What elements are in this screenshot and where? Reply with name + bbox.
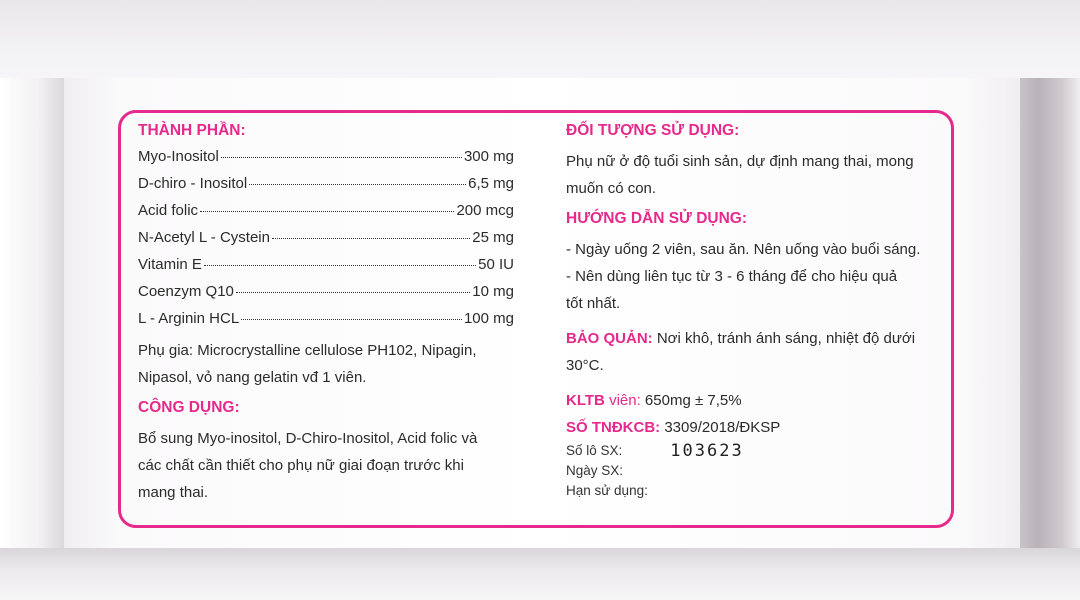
target-line: Phụ nữ ở độ tuổi sinh sản, dự định mang thai, mong <box>566 153 914 170</box>
ingredients-heading: THÀNH PHẦN: <box>138 122 246 139</box>
target-heading: ĐỐI TƯỢNG SỬ DỤNG: <box>566 122 740 139</box>
ingredient-row <box>138 310 514 337</box>
registration-value: 3309/2018/ĐKSP <box>664 419 781 436</box>
ingredient-name: N-Acetyl L - Cystein <box>138 229 270 246</box>
expiry-label: Hạn sử dụng: <box>566 483 648 498</box>
directions-heading: HƯỚNG DẪN SỬ DỤNG: <box>566 210 748 227</box>
ingredient-name: Vitamin E <box>138 256 202 273</box>
mfg-date-label: Ngày SX: <box>566 463 624 478</box>
box-top-flap <box>0 0 1080 78</box>
ingredient-name: L - Arginin HCL <box>138 310 240 327</box>
leader-dots <box>249 184 466 185</box>
ingredient-name: Myo-Inositol <box>138 148 219 165</box>
lot-code: 103623 <box>670 441 744 461</box>
ingredient-list <box>138 148 514 337</box>
usage-heading: CÔNG DỤNG: <box>138 399 240 416</box>
registration-line <box>566 414 938 441</box>
ingredient-amount: 50 IU <box>478 256 514 273</box>
registration-label: SỐ TNĐKCB: <box>566 419 661 436</box>
kltb-sub: viên: <box>609 392 641 409</box>
ingredient-amount: 25 mg <box>472 229 514 246</box>
ingredient-row <box>138 229 514 256</box>
storage-line-2: 30°C. <box>566 357 604 374</box>
left-column <box>138 122 514 506</box>
directions-line: - Nên dùng liên tục từ 3 - 6 tháng để cho hiệu quả <box>566 268 898 285</box>
excipients-line: Phụ gia: Microcrystalline cellulose PH102, Nipagin, <box>138 342 477 359</box>
directions-line: - Ngày uống 2 viên, sau ăn. Nên uống vào buổi sáng. <box>566 241 921 258</box>
kltb-line <box>566 387 938 414</box>
ingredient-row <box>138 256 514 283</box>
leader-dots <box>241 319 462 320</box>
lot-line <box>566 441 938 461</box>
ingredient-row <box>138 283 514 310</box>
leader-dots <box>200 211 454 212</box>
ingredient-name: Acid folic <box>138 202 199 219</box>
kltb-value: 650mg ± 7,5% <box>644 392 742 409</box>
leader-dots <box>221 157 462 158</box>
ingredient-row <box>138 202 514 229</box>
usage-line: các chất cần thiết cho phụ nữ giai đoạn trước khi <box>138 457 464 474</box>
ingredient-row <box>138 148 514 175</box>
ingredient-amount: 200 mcg <box>456 202 514 219</box>
ingredient-name: Coenzym Q10 <box>138 283 234 300</box>
box-right-side <box>1020 78 1080 548</box>
target-line: muốn có con. <box>566 180 657 197</box>
ingredient-row <box>138 175 514 202</box>
ingredient-amount: 6,5 mg <box>468 175 514 192</box>
ingredient-amount: 10 mg <box>472 283 514 300</box>
leader-dots <box>272 238 470 239</box>
usage-line: Bổ sung Myo-inositol, D-Chiro-Inositol, Acid folic và <box>138 430 478 447</box>
kltb-label: KLTB <box>566 392 605 409</box>
ingredient-name: D-chiro - Inositol <box>138 175 248 192</box>
ingredient-amount: 300 mg <box>463 148 514 165</box>
lot-label: Số lô SX: <box>566 443 623 458</box>
right-column <box>566 122 938 501</box>
box-left-side <box>0 78 64 548</box>
storage-line <box>566 325 938 352</box>
storage-label: BẢO QUẢN: <box>566 330 653 347</box>
directions-line: tốt nhất. <box>566 295 621 312</box>
leader-dots <box>236 292 470 293</box>
usage-line: mang thai. <box>138 484 209 501</box>
leader-dots <box>204 265 476 266</box>
ingredient-amount: 100 mg <box>463 310 514 327</box>
box-bottom-edge <box>0 548 1080 600</box>
storage-text: Nơi khô, tránh ánh sáng, nhiệt độ dưới <box>656 330 916 347</box>
excipients-line: Nipasol, vỏ nang gelatin vđ 1 viên. <box>138 369 367 386</box>
